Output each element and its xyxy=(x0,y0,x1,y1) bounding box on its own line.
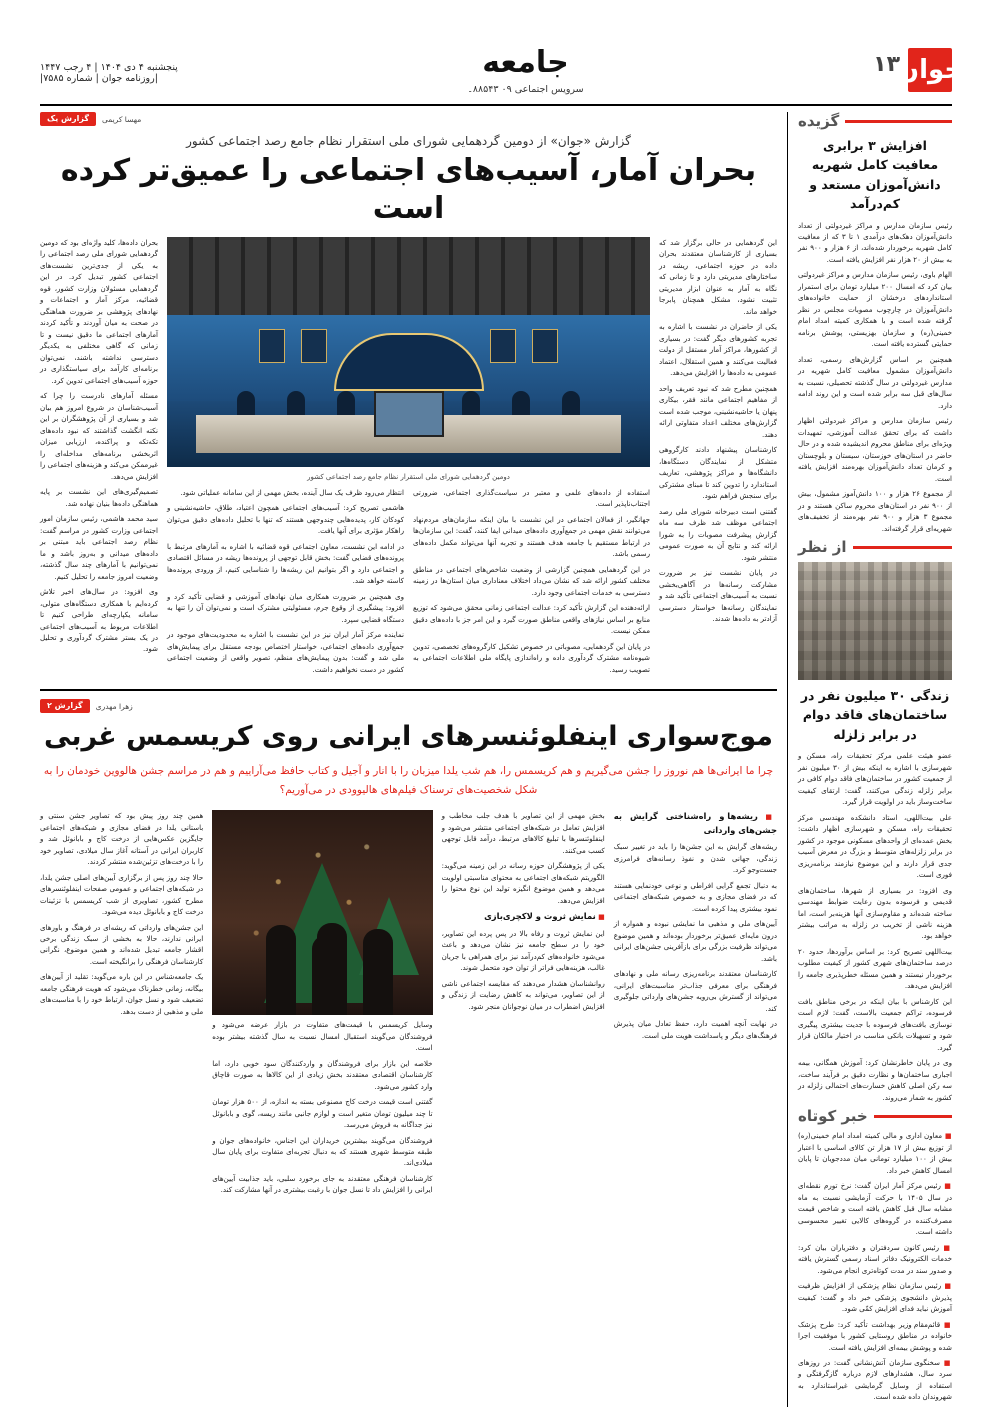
column-1 xyxy=(212,1019,432,1196)
paragraph: عضو هیئت علمی مرکز تحقیقات راه، مسکن و شهرسازی با اشاره به اینکه بیش از ۳۰ میلیون نفر از جمعیت کشور در ساختمان‌های فاقد دوام کافی در برابر زلزله زندگی می‌کنند، گفت: ارتقای کیفیت ساخت‌وساز باید در اولویت قرار گیرد. xyxy=(798,751,952,807)
paragraph: بخش مهمی از این تصاویر با هدف جلب مخاطب و افزایش تعامل در شبکه‌های اجتماعی منتشر می‌شود و اینفلوئنسرها با تبلیغ کالاهای مرتبط، درآمد قابل توجهی کسب می‌کنند. xyxy=(441,811,605,855)
paragraph: وی در پایان خاطرنشان کرد: آموزش همگانی، بیمه اجباری ساختمان‌ها و نظارت دقیق بر فرآیند ساخت، سه رکن اصلی کاهش خسارت‌های احتمالی زلزله در کشور به شمار می‌روند. xyxy=(798,1058,952,1102)
column-0 xyxy=(40,810,203,1200)
issue-number: |روزنامه جوان | شماره ۷۵۸۵| xyxy=(40,73,158,84)
paragraph: یک جامعه‌شناس در این باره می‌گوید: تقلید از آیین‌های بیگانه، زمانی خطرناک می‌شود که هویت فرهنگی جامعه تضعیف شود و نسل جوان، ارتباط خود را با مناسبت‌های ملی و مذهبی از دست بدهد. xyxy=(40,972,204,1016)
rail-block-gozideh xyxy=(798,112,952,534)
kicker-tag: گزارش یک xyxy=(40,112,96,126)
page-body xyxy=(40,112,952,1407)
column-1 xyxy=(167,487,404,679)
photo-portrait xyxy=(532,329,558,363)
column-2 xyxy=(442,810,605,1200)
bullet-icon: ■ xyxy=(943,1319,953,1329)
paragraph: رئیس سازمان مدارس و مراکز غیردولتی اظهار داشت که برای تحقق عدالت آموزشی، تمهیدات ویژه‌ای برای مناطق محروم اندیشیده شده و در حال حاضر در استان‌های خوزستان، سیستان و بلوچستان و کرمان تعداد دانش‌آموزان بهره‌مند افزایش یافته است. xyxy=(798,416,952,483)
story-columns xyxy=(40,237,777,679)
rule-decoration xyxy=(874,1115,952,1118)
paragraph: الهام باوی، رئیس سازمان مدارس و مراکز غیردولتی بیان کرد که امسال ۲۰۰ میلیارد تومان برای استمرار استانداردهای درخشان از حمایت خانواده‌های دانش‌آموزان در چارچوب مصوبات مجلس در نظر گرفته شده است و با همکاری کمیته امداد امام خمینی(ره) و سازمان بهزیستی، پوشش برنامه حمایتی گسترده یافته است. xyxy=(798,270,952,349)
paragraph: همچنین مطرح شد که نبود تعریف واحد از مفاهیم اجتماعی مانند فقر، بیکاری پنهان یا حاشیه‌نشینی، موجب شده است گزارش‌های مختلف اعداد متفاوتی ارائه دهند. xyxy=(659,383,777,439)
subheading: ■ ریشه‌ها و راه‌شناختی گرایش به جشن‌های وارداتی xyxy=(614,810,777,837)
paragraph: ریشه‌های گرایش به این جشن‌ها را باید در تغییر سبک زندگی، جهانی شدن و نفوذ رسانه‌های فرامرزی جست‌وجو کرد. xyxy=(613,842,777,875)
section-divider xyxy=(40,689,777,691)
rail-label: گزیده xyxy=(798,112,840,130)
story-bottom xyxy=(40,699,777,1200)
masthead-center xyxy=(178,45,873,95)
paragraph: گفتنی است دبیرخانه شورای ملی رصد اجتماعی موظف شد ظرف سه ماه گزارش پیشرفت مصوبات را به شورا ارائه کند و نتایج آن به صورت عمومی منتشر شود. xyxy=(659,506,777,562)
rail-title: زندگی ۳۰ میلیون نفر در ساختمان‌های فاقد دوام در برابر زلزله xyxy=(800,688,950,742)
subheading: ■ نمایش ثروت و لاکچری‌بازی xyxy=(442,910,605,924)
photo-person xyxy=(337,391,355,415)
paragraph: از مجموع ۲۶ هزار و ۱۰۰ دانش‌آموز مشمول، بیش از ۹۰۰ نفر در استان‌های محروم ساکن هستند و در مجموع ۳ هزار و ۹۰۰ نفر بهره‌مند از تخفیف‌های شهریه‌ای قرار گرفته‌اند. xyxy=(798,489,953,533)
brief-item: ■ رئیس کانون سردفتران و دفتریاران بیان کرد: خدمات الکترونیک دفاتر اسناد رسمی گسترش یافته و صدور سند در مدت کوتاه‌تری انجام می‌شود. xyxy=(798,1242,952,1275)
paragraph: گفتنی است قیمت درخت کاج مصنوعی بسته به اندازه، از ۵۰۰ هزار تومان تا چند میلیون تومان متغیر است و لوازم جانبی مانند ریسه، گوی و بابانوئل نیز جداگانه به فروش می‌رسد. xyxy=(212,1097,433,1130)
issue-date: پنجشنبه ۴ دی ۱۴۰۴ | ۴ رجب ۱۴۴۷ xyxy=(40,62,178,73)
paragraph: در پایان نشست نیز بر ضرورت مشارکت رسانه‌ها در آگاهی‌بخشی نسبت به آسیب‌های اجتماعی تأکید شد و نمایندگان رسانه‌ها خواستار دسترسی آزادتر به داده‌ها شدند. xyxy=(659,568,777,624)
paragraph: نماینده مرکز آمار ایران نیز در این نشست با اشاره به محدودیت‌های موجود در جمع‌آوری داده‌های اجتماعی، خواستار اختصاص بودجه مستقل برای پیمایش‌های ملی شد و گفت: بدون پیمایش‌های منظم، تصویر واقعی از وضعیت اجتماعی کشور در دست نخواهیم داشت. xyxy=(167,630,404,674)
byline: زهرا مهدری xyxy=(95,701,133,711)
story-overline: گزارش «جوان» از دومین گردهمایی شورای ملی استقرار نظام جامع رصد اجتماعی کشور xyxy=(186,134,631,148)
rail-label: خبر کوتاه xyxy=(798,1107,868,1126)
paragraph: به دنبال تجمع گرایی افراطی و نوعی خودنمایی هستند که در فضای مجازی و به خصوص شبکه‌های اجتماعی نمود بیشتری پیدا کرده است. xyxy=(613,880,777,913)
paragraph: علی بیت‌اللهی، استاد دانشکده مهندسی مرکز تحقیقات راه، مسکن و شهرسازی اظهار داشت: بخش عمده‌ای از واحدهای مسکونی موجود در کشور در برابر زلزله‌های متوسط و بزرگ در معرض آسیب جدی قرار دارند و این موضوع نیازمند برنامه‌ریزی فوری است. xyxy=(798,812,952,880)
photo-stage xyxy=(167,401,650,467)
sidebar-column xyxy=(787,112,952,1407)
paragraph: وی همچنین بر ضرورت همکاری میان نهادهای آموزشی و قضایی تأکید کرد و افزود: پیشگیری از وقوع جرم، مسئولیتی مشترک است و نمی‌توان آن را تنها به دستگاه قضایی سپرد. xyxy=(167,591,404,624)
paragraph: وی افزود: در بسیاری از شهرها، ساختمان‌های قدیمی و فرسوده بدون رعایت ضوابط مهندسی ساخته شده‌اند و مقاوم‌سازی آنها هزینه‌بر است، اما هزینه ناشی از تخریب در زلزله به مراتب بیشتر خواهد بود. xyxy=(798,885,952,941)
rail-label: از نظر xyxy=(798,538,847,557)
story-top xyxy=(40,112,777,679)
paragraph: هاشمی تصریح کرد: آسیب‌های اجتماعی همچون اعتیاد، طلاق، حاشیه‌نشینی و کودکان کار، پدیده‌هایی چندوجهی هستند که تنها با تحلیل داده‌های دقیق می‌توان راهکار مؤثری برای آنها یافت. xyxy=(167,503,404,536)
rail-header xyxy=(798,538,952,556)
paragraph: بحران داده‌ها، کلید واژه‌ای بود که دومین گردهمایی شورای ملی رصد اجتماعی را به یکی از جدی‌ترین نشست‌های اجتماعی کشور تبدیل کرد. در این گردهمایی مسئولان وزارت کشور، قوه قضائیه، مرکز آمار و اجتماعات و نهادهای پژوهشی بر ضرورت هماهنگی در صحت به میان آوردند و تأکید کردند آمارهای اجتماعی ما دقیق نیست و تا زمانی که گاهی مختلفی به یکدیگر دسترسی نداشته باشند، نمی‌توان برنامه‌ای کارآمد برای سیاستگذاری در حوزه آسیب‌های اجتماعی تدوین کرد. xyxy=(40,238,158,385)
paragraph: وسایل کریسمس با قیمت‌های متفاوت در بازار عرضه می‌شود و فروشندگان می‌گویند استقبال امسال نسبت به سال گذشته بیشتر بوده است. xyxy=(212,1020,433,1053)
paragraph: تصمیم‌گیری‌های این نشست بر پایه هماهنگی داده‌ها بنیان نهاده شد. xyxy=(40,487,158,508)
paragraph: کارشناسان پیشنهاد دادند کارگروهی متشکل از نمایندگان دستگاه‌ها، دانشگاه‌ها و مراکز پژوهشی، تعاریف استاندارد را تدوین کند تا مبنای مشترکی برای سنجش فراهم شود. xyxy=(659,445,777,501)
paragraph: وی افزود: در سال‌های اخیر تلاش کرده‌ایم با همکاری دستگاه‌های متولی، سامانه یکپارچه‌ای طراحی کنیم تا اطلاعات مربوط به آسیب‌های اجتماعی در یک بستر مشترک گردآوری و تحلیل شود. xyxy=(40,587,158,654)
paragraph: در ادامه این نشست، معاون اجتماعی قوه قضائیه با اشاره به آمارهای مرتبط با پرونده‌های قضایی گفت: بخش قابل توجهی از پرونده‌ها ریشه در مسائل اقتصادی و اجتماعی دارد و اگر بتوانیم این ریشه‌ها را شناسایی کنیم، از ورودی پرونده‌ها کاسته خواهد شد. xyxy=(167,541,404,586)
rail-body xyxy=(798,750,952,1103)
conference-photo xyxy=(167,237,650,467)
photo-person xyxy=(512,391,530,415)
column-far-right xyxy=(659,237,777,679)
story2-kicker-row xyxy=(40,699,777,713)
paragraph: یکی از حاضران در نشست با اشاره به تجربه کشورهای دیگر گفت: در بسیاری از کشورها، مراکز آمار مستقل از دولت فعالیت می‌کنند و همین استقلال، اعتماد عمومی به داده‌ها را افزایش می‌دهد. xyxy=(659,322,777,378)
bullet-icon: ■ xyxy=(944,1181,952,1191)
paragraph: این کارشناس با بیان اینکه در برخی مناطق بافت فرسوده، تراکم جمعیت بالاست، گفت: لازم است نوسازی بافت‌های فرسوده با جدیت بیشتری پیگیری شود و تسهیلات بانکی مناسب در اختیار مالکان قرار گیرد. xyxy=(798,996,952,1052)
masthead-left xyxy=(40,48,178,84)
masthead xyxy=(40,45,964,106)
christmas-market-photo xyxy=(212,810,432,1015)
paragraph: این گردهمایی در حالی برگزار شد که بسیاری از کارشناسان معتقدند بحران داده در حوزه اجتماعی، ریشه در ساختارهای مدیریتی دارد و تا زمانی که نگاه به آمار به عنوان ابزار مدیریتی تثبیت نشود، مشکل همچنان پابرجا خواهد ماند. xyxy=(659,238,777,316)
brief-item: ■ رئیس سازمان نظام پزشکی از افزایش ظرفیت پذیرش دانشجوی پزشکی خبر داد و گفت: کیفیت آموزش نباید فدای افزایش کمّی شود. xyxy=(798,1281,953,1314)
column-2 xyxy=(413,487,650,679)
paragraph: ارائه‌دهنده این گزارش تأکید کرد: عدالت اجتماعی زمانی محقق می‌شود که توزیع منابع بر اساس نیازهای واقعی مناطق صورت گیرد و این امر جز با داده‌های دقیق ممکن نیست. xyxy=(413,603,650,636)
rail-block-khabar-kootah xyxy=(798,1107,952,1403)
rail-body xyxy=(798,1130,952,1403)
building-photo xyxy=(798,562,952,680)
inner-columns xyxy=(167,487,650,679)
column-far-left xyxy=(40,237,158,679)
story2-columns xyxy=(40,810,777,1200)
column-3 xyxy=(614,810,777,1200)
brief-item: ■ رئیس مرکز آمار ایران گفت: نرخ تورم نقطه‌ای در سال ۱۴۰۵ با حرکت آزمایشی نسبت به ماه مشابه سال قبل کاهش یافته است و شاخص قیمت مصرف‌کننده در گروه‌های کالایی تغییر محسوسی داشته است. xyxy=(798,1181,952,1237)
brief-item: ■ قائم‌مقام وزیر بهداشت تأکید کرد: طرح پزشک خانواده در مناطق روستایی کشور با موفقیت اجرا شده و پوشش بیمه‌ای افزایش یافته است. xyxy=(798,1319,953,1352)
photo-screen xyxy=(374,391,444,437)
rail-header xyxy=(798,112,952,130)
paragraph: حالا چند روز پس از برگزاری آیین‌های اصلی جشن یلدا، در شبکه‌های اجتماعی و عمومی صفحات اینفلوئنسرهای مطرح کشور، تصاویری از شب کریسمس با تزئینات درخت کاج و بابانوئل دیده می‌شود. xyxy=(40,872,204,917)
string-lights xyxy=(212,810,432,1015)
paragraph: سید محمد هاشمی، رئیس سازمان امور اجتماعی وزارت کشور در مراسم گفت: نظام رصد اجتماعی باید مبتنی بر داده‌های میدانی و به‌روز باشد و ما نمی‌توانیم با آمارهای چند سال گذشته، وضعیت امروز جامعه را تحلیل کنیم. xyxy=(40,514,158,581)
story2-deck: چرا ما ایرانی‌ها هم نوروز را جشن می‌گیریم و هم کریسمس را، هم شب یلدا میزبان را با انار و آجیل و کتاب حافظ می‌آراییم و هم در مراسم جشن هالووین خودمان را به شکل شخصیت‌های ترسناک فیلم‌های هالیوودی در می‌آوریم؟ xyxy=(43,765,774,797)
bullet-icon: ■ xyxy=(943,1242,952,1252)
paragraph: جهانگیر، از فعالان اجتماعی در این نشست با بیان اینکه سازمان‌های مردم‌نهاد می‌توانند نقش مهمی در جمع‌آوری داده‌های میدانی ایفا کنند، گفت: این سازمان‌ها در ارتباط مستقیم با جامعه هدف هستند و تجربه آنها می‌تواند مکمل داده‌های رسمی باشد. xyxy=(413,514,650,559)
rule-decoration xyxy=(845,120,952,123)
story-headline: بحران آمار، آسیب‌های اجتماعی را عمیق‌تر کرده است xyxy=(60,153,757,226)
paragraph: در نهایت آنچه اهمیت دارد، حفظ تعادل میان پذیرش فرهنگ‌های دیگر و پاسداشت هویت ملی است. xyxy=(613,1019,777,1040)
paragraph: در این گردهمایی همچنین گزارشی از وضعیت شاخص‌های اجتماعی در مناطق مختلف کشور ارائه شد که نشان می‌داد اختلاف معناداری میان استان‌ها در زمینه دسترسی به خدمات اجتماعی وجود دارد. xyxy=(413,564,650,597)
bullet-icon: ■ xyxy=(944,1281,953,1291)
paragraph: روانشناسان هشدار می‌دهند که مقایسه اجتماعی ناشی از این تصاویر، می‌تواند به کاهش رضایت از زندگی و افزایش اضطراب در میان نوجوانان منجر شود. xyxy=(441,978,605,1011)
story2-headline: موج‌سواری اینفلوئنسرهای ایرانی روی کریسمس غربی xyxy=(44,721,773,753)
paragraph: آیین‌های ملی و مذهبی ما نمایشی نبوده و همواره از درون مایه‌ای عمیق‌تر برخوردار بوده‌اند و همین موضوع می‌تواند ظرفیت بزرگی برای بازآفرینی جشن‌های ایرانی باشد. xyxy=(613,919,777,963)
photo-person xyxy=(462,391,480,415)
newspaper-logo: جوان xyxy=(908,48,952,92)
paragraph: کارشناسان فرهنگی معتقدند به جای برخورد سلبی، باید جذابیت آیین‌های ایرانی را افزایش داد تا نسل جوان با رغبت بیشتری در آنها مشارکت کند. xyxy=(212,1173,433,1195)
masthead-right xyxy=(873,48,964,92)
photo-caption: دومین گردهمایی شورای ملی استقرار نظام جامع رصد اجتماعی کشور xyxy=(307,473,510,481)
photo-person xyxy=(237,391,255,415)
rail-title: افزایش ۳ برابری معافیت کامل شهریه دانش‌آموزان مستعد و کم‌درآمد xyxy=(809,138,941,212)
column-photo-block xyxy=(212,810,432,1200)
paragraph: این نمایش ثروت و رفاه بالا در پس پرده این تصاویر، خود را در سطح جامعه نیز نشان می‌دهد و باعث می‌شود خانواده‌های کم‌درآمد نیز برای همراهی با جریان غالب، هزینه‌هایی فراتر از توان خود متحمل شوند. xyxy=(441,928,605,973)
photo-portrait xyxy=(259,329,285,363)
paragraph: رئیس سازمان مدارس و مراکز غیردولتی از تعداد دانش‌آموزان دهک‌های درآمدی ۱ تا ۳ که از معافیت کامل شهریه برخوردار شده‌اند، از ۶ هزار و ۹۰۰ نفر به بیش از ۲۰ هزار نفر افزایش یافته است. xyxy=(798,220,952,264)
page-number: ۱۳ xyxy=(873,52,900,77)
photo-person xyxy=(287,391,305,415)
photo-portrait xyxy=(490,329,516,363)
bullet-icon: ■ xyxy=(943,1357,952,1367)
paragraph: فروشندگان می‌گویند بیشترین خریداران این اجناس، خانواده‌های جوان و طبقه متوسط شهری هستند که به دنبال تجربه‌ای متفاوت برای پایان سال میلادی‌اند. xyxy=(212,1135,433,1168)
paragraph: استفاده از داده‌های علمی و معتبر در سیاست‌گذاری اجتماعی، ضرورتی اجتناب‌ناپذیر است. xyxy=(413,488,650,509)
brief-item: ■ معاون اداری و مالی کمیته امداد امام خمینی(ره) از توزیع بیش از ۱۷ هزار تن کالای اساسی با اعتبار بیش از ۱۰۰ میلیارد تومانی میان مددجویان تا پایان امسال کاهش خبر داد. xyxy=(798,1131,952,1175)
paragraph: کارشناسان معتقدند برنامه‌ریزی رسانه ملی و نهادهای فرهنگی برای معرفی جذاب‌تر مناسبت‌های ایرانی، می‌تواند از گسترش بی‌رویه جشن‌های وارداتی جلوگیری کند. xyxy=(613,969,777,1013)
rule-decoration xyxy=(853,546,952,549)
section-subtitle: سرویس اجتماعی ۰۹ ۸۸۵۴۳۔ xyxy=(467,84,584,95)
photo-portrait xyxy=(301,329,327,363)
column-center-block xyxy=(167,237,650,679)
kicker-tag: گزارش ۲ xyxy=(40,699,90,713)
paragraph: در پایان این گردهمایی، مصوباتی در خصوص تشکیل کارگروه‌های تخصصی، تدوین شیوه‌نامه مشترک گردآوری داده و راه‌اندازی پایگاه ملی اطلاعات اجتماعی به تصویب رسید. xyxy=(413,641,650,674)
section-title: جامعه xyxy=(482,45,569,80)
paragraph: همین چند روز پیش بود که تصاویر جشن سنتی و باستانی یلدا در فضای مجازی و شبکه‌های اجتماعی جایگزین عکس‌هایی از درخت کاج و بابانوئل شد و کاربران ایرانی در آستانه آغاز سال میلادی، تصاویر خود را با درخت‌های تزئین‌شده منتشر کردند. xyxy=(40,811,204,867)
rail-body xyxy=(798,220,952,535)
rail-block-aznazar xyxy=(798,538,952,1103)
byline: مهسا کریمی xyxy=(102,114,142,124)
paragraph: بیت‌اللهی تصریح کرد: بر اساس برآوردها، حدود ۲۰ درصد ساختمان‌های شهری کشور از کیفیت مطلوب برخوردار نیستند و همین مسئله خطرپذیری جامعه را افزایش می‌دهد. xyxy=(798,946,952,991)
main-content xyxy=(40,112,787,1407)
paragraph: خلاصه این بازار برای فروشندگان و واردکنندگان سود خوبی دارد، اما کارشناسان اقتصادی معتقدند بخش زیادی از این کالاها به صورت قاچاق وارد کشور می‌شود. xyxy=(212,1058,433,1091)
photo-person xyxy=(562,391,580,415)
rail-header xyxy=(798,1107,952,1125)
paragraph: همچنین بر اساس گزارش‌های رسمی، تعداد دانش‌آموزان مشمول معافیت کامل شهریه در مدارس غیردولتی در سال گذشته تحصیلی، نسبت به سال‌های قبل سه برابر شده است و این روند ادامه دارد. xyxy=(798,354,952,410)
paragraph: این جشن‌های وارداتی که ریشه‌ای در فرهنگ و باورهای ایرانی ندارند، حالا به بخشی از سبک زندگی برخی اقشار جامعه تبدیل شده‌اند و همین موضوع، نگرانی کارشناسان فرهنگی را برانگیخته است. xyxy=(40,922,204,966)
paragraph: انتظار می‌رود ظرف یک سال آینده، بخش مهمی از این سامانه عملیاتی شود. xyxy=(180,488,404,497)
brief-item: ■ سخنگوی سازمان آتش‌نشانی گفت: در روزهای سرد سال، هشدارهای لازم درباره گازگرفتگی و استفاده از وسایل گرمایشی غیراستاندارد به شهروندان داده شده است. xyxy=(798,1357,952,1402)
story-kicker-row xyxy=(40,112,777,126)
photo-ceiling xyxy=(167,237,650,315)
paragraph: یکی از پژوهشگران حوزه رسانه در این زمینه می‌گوید: الگوریتم شبکه‌های اجتماعی به محتوای مناسبتی اولویت می‌دهد و همین موضوع انگیزه تولید این نوع محتوا را افزایش می‌دهد. xyxy=(441,861,605,905)
bullet-icon: ■ xyxy=(944,1131,952,1141)
paragraph: مسئله آمار‌های نادرست را چرا که آسیب‌شناسان در شروع امروز هم بیان شد و بسیاری از آن پژوهشگران بر این نکته انگشت گذاشتند که نبود داده‌های تکه‌تکه و پراکنده، ارزیابی میزان اثربخشی برنامه‌های مداخله‌ای را غیرممکن می‌کند و هزینه‌های اجتماعی را افزایش می‌دهد. xyxy=(40,391,158,481)
